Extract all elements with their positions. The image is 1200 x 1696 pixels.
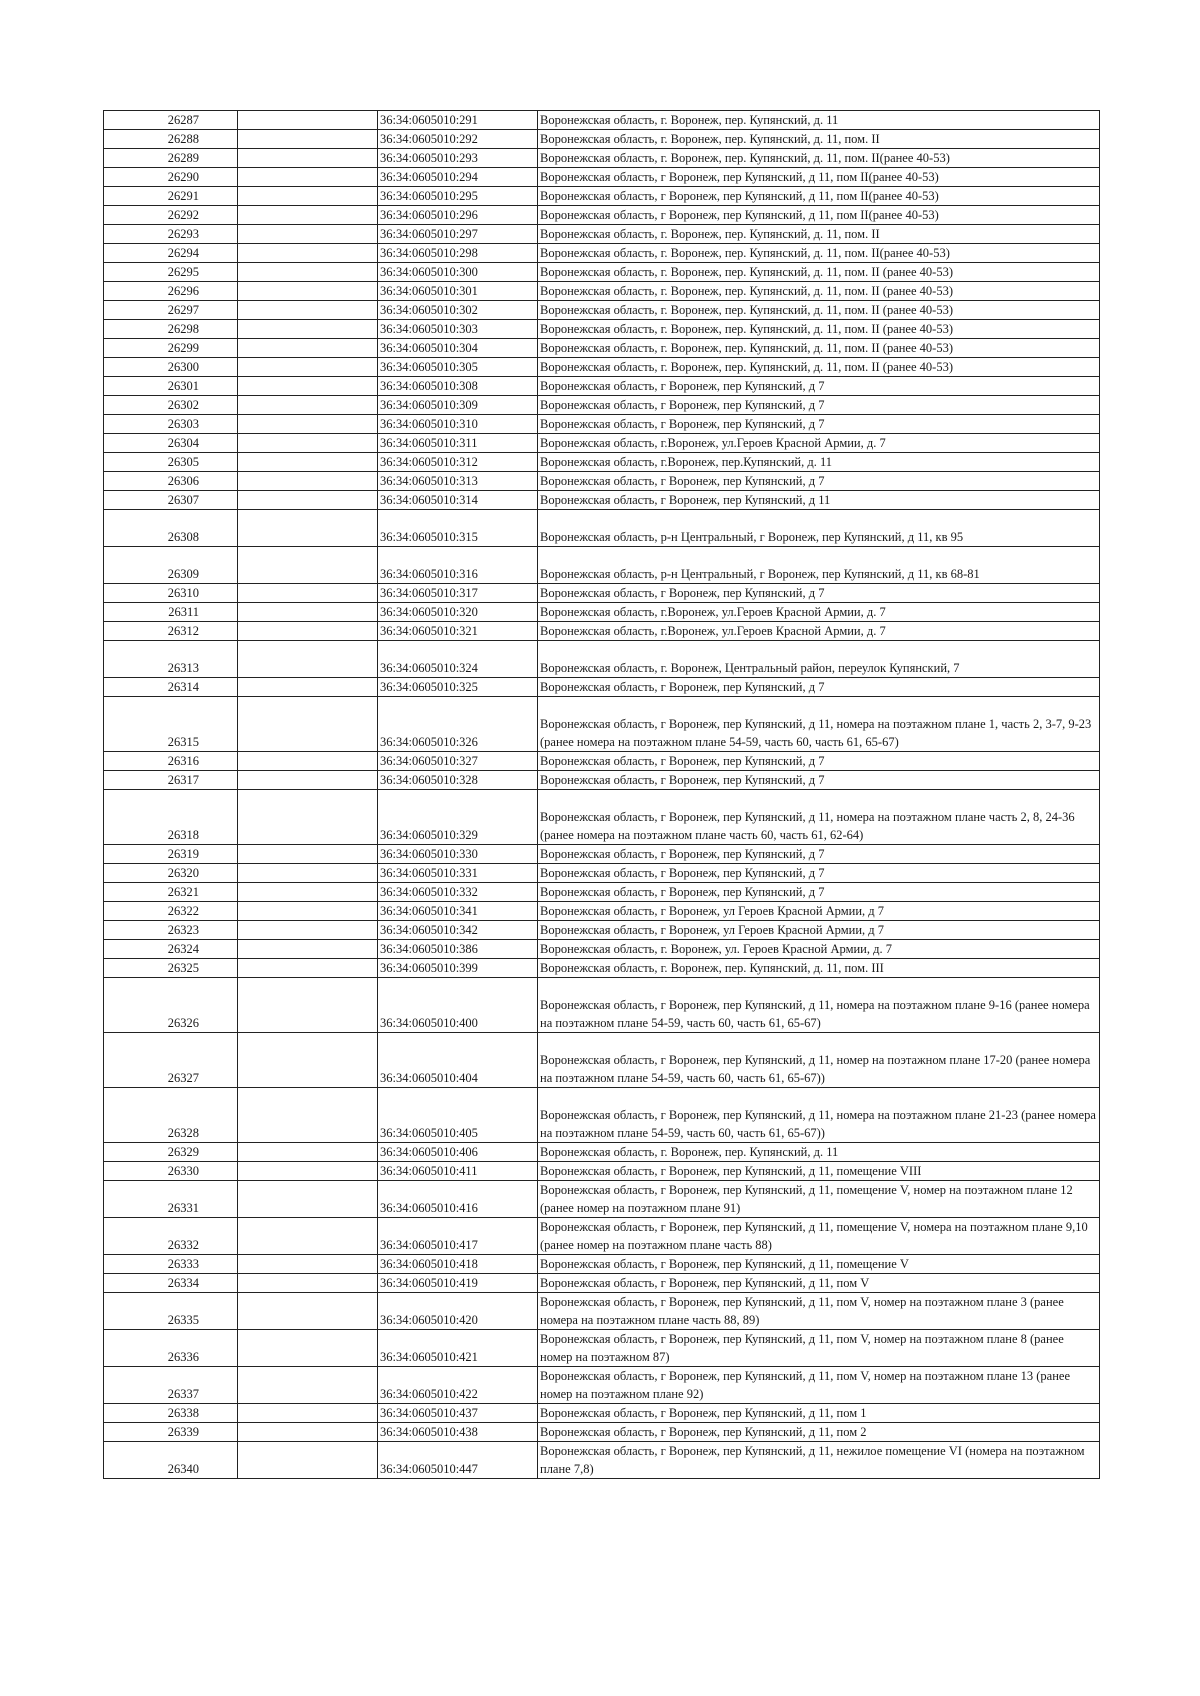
cadastral-number-cell: 36:34:0605010:341 [378, 902, 538, 921]
table-row [104, 1423, 1100, 1442]
row-number-cell: 26290 [104, 168, 238, 187]
empty-cell [238, 547, 378, 584]
empty-cell [238, 1088, 378, 1143]
row-number-cell: 26333 [104, 1255, 238, 1274]
table-row [104, 225, 1100, 244]
row-number-cell: 26306 [104, 472, 238, 491]
row-number-cell: 26320 [104, 864, 238, 883]
table-row [104, 130, 1100, 149]
cadastral-number-cell: 36:34:0605010:291 [378, 111, 538, 130]
address-cell: Воронежская область, г. Воронеж, пер. Купянский, д. 11, пом. II(ранее 40-53) [538, 149, 1100, 168]
cadastral-number-cell: 36:34:0605010:313 [378, 472, 538, 491]
address-cell: Воронежская область, г. Воронеж, пер. Купянский, д. 11 [538, 1143, 1100, 1162]
empty-cell [238, 339, 378, 358]
empty-cell [238, 149, 378, 168]
address-cell: Воронежская область, г Воронеж, пер Купянский, д 11, пом V, номер на поэтажном плане 8 (ранее номер на поэтажном 87) [538, 1330, 1100, 1367]
table-row [104, 453, 1100, 472]
row-number-cell: 26295 [104, 263, 238, 282]
row-number-cell: 26324 [104, 940, 238, 959]
row-number-cell: 26319 [104, 845, 238, 864]
address-cell: Воронежская область, р-н Центральный, г Воронеж, пер Купянский, д 11, кв 68-81 [538, 547, 1100, 584]
table-row [104, 1181, 1100, 1218]
empty-cell [238, 921, 378, 940]
row-number-cell: 26325 [104, 959, 238, 978]
empty-cell [238, 1367, 378, 1404]
cadastral-number-cell: 36:34:0605010:292 [378, 130, 538, 149]
cadastral-number-cell: 36:34:0605010:293 [378, 149, 538, 168]
address-cell: Воронежская область, г. Воронеж, пер. Купянский, д. 11, пом. II [538, 130, 1100, 149]
cadastral-number-cell: 36:34:0605010:406 [378, 1143, 538, 1162]
empty-cell [238, 584, 378, 603]
address-cell: Воронежская область, г Воронеж, пер Купянский, д 11, номера на поэтажном плане 9-16 (ранее номера на поэтажном плане 54-59, часть 60, часть 61, 65-67) [538, 978, 1100, 1033]
address-cell: Воронежская область, г Воронеж, пер Купянский, д 11, помещение V, номер на поэтажном плане 12 (ранее номер на поэтажном плане 91) [538, 1181, 1100, 1218]
cadastral-number-cell: 36:34:0605010:417 [378, 1218, 538, 1255]
empty-cell [238, 415, 378, 434]
empty-cell [238, 678, 378, 697]
empty-cell [238, 434, 378, 453]
address-cell: Воронежская область, г Воронеж, пер Купянский, д 11, номера на поэтажном плане 21-23 (ранее номера на поэтажном плане 54-59, часть 60, часть 61, 65-67)) [538, 1088, 1100, 1143]
table-row [104, 1088, 1100, 1143]
cadastral-number-cell: 36:34:0605010:295 [378, 187, 538, 206]
address-cell: Воронежская область, г. Воронеж, пер. Купянский, д. 11, пом. II (ранее 40-53) [538, 320, 1100, 339]
address-cell: Воронежская область, г Воронеж, пер Купянский, д 11, пом II(ранее 40-53) [538, 168, 1100, 187]
address-cell: Воронежская область, г. Воронеж, пер. Купянский, д. 11, пом. II (ранее 40-53) [538, 358, 1100, 377]
table-row [104, 1162, 1100, 1181]
cadastral-number-cell: 36:34:0605010:317 [378, 584, 538, 603]
table-row [104, 921, 1100, 940]
address-cell: Воронежская область, г Воронеж, ул Героев Красной Армии, д 7 [538, 921, 1100, 940]
empty-cell [238, 206, 378, 225]
table-row [104, 678, 1100, 697]
row-number-cell: 26311 [104, 603, 238, 622]
address-cell: Воронежская область, г Воронеж, пер Купянский, д 7 [538, 864, 1100, 883]
empty-cell [238, 1293, 378, 1330]
table-row [104, 752, 1100, 771]
empty-cell [238, 641, 378, 678]
cadastral-number-cell: 36:34:0605010:304 [378, 339, 538, 358]
address-cell: Воронежская область, г Воронеж, пер Купянский, д 11, пом V, номер на поэтажном плане 13 (ранее номер на поэтажном плане 92) [538, 1367, 1100, 1404]
row-number-cell: 26298 [104, 320, 238, 339]
empty-cell [238, 1442, 378, 1479]
row-number-cell: 26337 [104, 1367, 238, 1404]
cadastral-number-cell: 36:34:0605010:311 [378, 434, 538, 453]
cadastral-number-cell: 36:34:0605010:328 [378, 771, 538, 790]
row-number-cell: 26318 [104, 790, 238, 845]
address-cell: Воронежская область, г. Воронеж, пер. Купянский, д. 11, пом. II (ранее 40-53) [538, 339, 1100, 358]
address-cell: Воронежская область, г Воронеж, пер Купянский, д 11, помещение VIII [538, 1162, 1100, 1181]
address-cell: Воронежская область, г.Воронеж, ул.Героев Красной Армии, д. 7 [538, 622, 1100, 641]
address-cell: Воронежская область, г. Воронеж, пер. Купянский, д. 11, пом. III [538, 959, 1100, 978]
address-cell: Воронежская область, г.Воронеж, пер.Купянский, д. 11 [538, 453, 1100, 472]
cadastral-number-cell: 36:34:0605010:437 [378, 1404, 538, 1423]
row-number-cell: 26322 [104, 902, 238, 921]
cadastral-number-cell: 36:34:0605010:327 [378, 752, 538, 771]
cadastral-table [103, 110, 1100, 1479]
row-number-cell: 26327 [104, 1033, 238, 1088]
empty-cell [238, 790, 378, 845]
table-row [104, 1293, 1100, 1330]
row-number-cell: 26288 [104, 130, 238, 149]
empty-cell [238, 883, 378, 902]
cadastral-number-cell: 36:34:0605010:331 [378, 864, 538, 883]
cadastral-number-cell: 36:34:0605010:296 [378, 206, 538, 225]
row-number-cell: 26301 [104, 377, 238, 396]
empty-cell [238, 491, 378, 510]
address-cell: Воронежская область, г Воронеж, пер Купянский, д 7 [538, 883, 1100, 902]
table-row [104, 263, 1100, 282]
row-number-cell: 26296 [104, 282, 238, 301]
cadastral-number-cell: 36:34:0605010:309 [378, 396, 538, 415]
cadastral-number-cell: 36:34:0605010:324 [378, 641, 538, 678]
row-number-cell: 26328 [104, 1088, 238, 1143]
empty-cell [238, 396, 378, 415]
address-cell: Воронежская область, г Воронеж, пер Купянский, д 11, пом 2 [538, 1423, 1100, 1442]
cadastral-number-cell: 36:34:0605010:300 [378, 263, 538, 282]
cadastral-number-cell: 36:34:0605010:298 [378, 244, 538, 263]
row-number-cell: 26308 [104, 510, 238, 547]
row-number-cell: 26314 [104, 678, 238, 697]
row-number-cell: 26331 [104, 1181, 238, 1218]
cadastral-number-cell: 36:34:0605010:302 [378, 301, 538, 320]
cadastral-number-cell: 36:34:0605010:400 [378, 978, 538, 1033]
row-number-cell: 26312 [104, 622, 238, 641]
table-row [104, 641, 1100, 678]
table-row [104, 491, 1100, 510]
row-number-cell: 26315 [104, 697, 238, 752]
row-number-cell: 26340 [104, 1442, 238, 1479]
row-number-cell: 26326 [104, 978, 238, 1033]
empty-cell [238, 622, 378, 641]
address-cell: Воронежская область, г Воронеж, пер Купянский, д 11, пом II(ранее 40-53) [538, 206, 1100, 225]
empty-cell [238, 1181, 378, 1218]
empty-cell [238, 282, 378, 301]
row-number-cell: 26335 [104, 1293, 238, 1330]
cadastral-number-cell: 36:34:0605010:310 [378, 415, 538, 434]
cadastral-number-cell: 36:34:0605010:301 [378, 282, 538, 301]
row-number-cell: 26339 [104, 1423, 238, 1442]
row-number-cell: 26336 [104, 1330, 238, 1367]
address-cell: Воронежская область, г Воронеж, пер Купянский, д 11, пом II(ранее 40-53) [538, 187, 1100, 206]
address-cell: Воронежская область, г Воронеж, пер Купянский, д 7 [538, 678, 1100, 697]
row-number-cell: 26297 [104, 301, 238, 320]
empty-cell [238, 1274, 378, 1293]
table-row [104, 1367, 1100, 1404]
address-cell: Воронежская область, г Воронеж, пер Купянский, д 7 [538, 584, 1100, 603]
table-row [104, 472, 1100, 491]
table-row [104, 396, 1100, 415]
address-cell: Воронежская область, г. Воронеж, пер. Купянский, д. 11, пом. II [538, 225, 1100, 244]
table-row [104, 940, 1100, 959]
address-cell: Воронежская область, г Воронеж, пер Купянский, д 11, помещение V, номера на поэтажном плане 9,10 (ранее номер на поэтажном плане часть 88) [538, 1218, 1100, 1255]
address-cell: Воронежская область, г Воронеж, пер Купянский, д 7 [538, 472, 1100, 491]
table-row [104, 603, 1100, 622]
row-number-cell: 26304 [104, 434, 238, 453]
table-row [104, 434, 1100, 453]
row-number-cell: 26292 [104, 206, 238, 225]
table-row [104, 902, 1100, 921]
table-row [104, 149, 1100, 168]
table-row [104, 244, 1100, 263]
empty-cell [238, 1330, 378, 1367]
address-cell: Воронежская область, г Воронеж, пер Купянский, д 11, пом 1 [538, 1404, 1100, 1423]
table-row [104, 959, 1100, 978]
row-number-cell: 26323 [104, 921, 238, 940]
row-number-cell: 26287 [104, 111, 238, 130]
address-cell: Воронежская область, г Воронеж, пер Купянский, д 7 [538, 377, 1100, 396]
cadastral-number-cell: 36:34:0605010:386 [378, 940, 538, 959]
address-cell: Воронежская область, г. Воронеж, Центральный район, переулок Купянский, 7 [538, 641, 1100, 678]
cadastral-number-cell: 36:34:0605010:342 [378, 921, 538, 940]
empty-cell [238, 263, 378, 282]
empty-cell [238, 301, 378, 320]
address-cell: Воронежская область, г.Воронеж, ул.Героев Красной Армии, д. 7 [538, 603, 1100, 622]
address-cell: Воронежская область, г Воронеж, ул Героев Красной Армии, д 7 [538, 902, 1100, 921]
cadastral-number-cell: 36:34:0605010:416 [378, 1181, 538, 1218]
cadastral-number-cell: 36:34:0605010:421 [378, 1330, 538, 1367]
table-row [104, 1330, 1100, 1367]
cadastral-number-cell: 36:34:0605010:303 [378, 320, 538, 339]
table-row [104, 584, 1100, 603]
address-cell: Воронежская область, г Воронеж, пер Купянский, д 11, нежилое помещение VI (номера на поэтажном плане 7,8) [538, 1442, 1100, 1479]
cadastral-table-body [104, 111, 1100, 1479]
table-row [104, 282, 1100, 301]
table-row [104, 187, 1100, 206]
address-cell: Воронежская область, г Воронеж, пер Купянский, д 11, пом V [538, 1274, 1100, 1293]
empty-cell [238, 1143, 378, 1162]
table-row [104, 339, 1100, 358]
cadastral-number-cell: 36:34:0605010:422 [378, 1367, 538, 1404]
row-number-cell: 26321 [104, 883, 238, 902]
table-row [104, 1274, 1100, 1293]
table-row [104, 1255, 1100, 1274]
table-row [104, 510, 1100, 547]
empty-cell [238, 1404, 378, 1423]
address-cell: Воронежская область, г. Воронеж, пер. Купянский, д. 11 [538, 111, 1100, 130]
address-cell: Воронежская область, г. Воронеж, пер. Купянский, д. 11, пом. II (ранее 40-53) [538, 282, 1100, 301]
empty-cell [238, 752, 378, 771]
table-row [104, 883, 1100, 902]
address-cell: Воронежская область, г Воронеж, пер Купянский, д 7 [538, 396, 1100, 415]
row-number-cell: 26309 [104, 547, 238, 584]
empty-cell [238, 453, 378, 472]
empty-cell [238, 377, 378, 396]
row-number-cell: 26313 [104, 641, 238, 678]
cadastral-number-cell: 36:34:0605010:314 [378, 491, 538, 510]
address-cell: Воронежская область, г Воронеж, пер Купянский, д 11, пом V, номер на поэтажном плане 3 (ранее номера на поэтажном плане часть 88, 89) [538, 1293, 1100, 1330]
cadastral-number-cell: 36:34:0605010:404 [378, 1033, 538, 1088]
address-cell: Воронежская область, г Воронеж, пер Купянский, д 7 [538, 845, 1100, 864]
row-number-cell: 26305 [104, 453, 238, 472]
table-row [104, 377, 1100, 396]
table-row [104, 1404, 1100, 1423]
row-number-cell: 26316 [104, 752, 238, 771]
row-number-cell: 26293 [104, 225, 238, 244]
empty-cell [238, 187, 378, 206]
empty-cell [238, 864, 378, 883]
empty-cell [238, 959, 378, 978]
row-number-cell: 26310 [104, 584, 238, 603]
address-cell: Воронежская область, г Воронеж, пер Купянский, д 7 [538, 771, 1100, 790]
empty-cell [238, 940, 378, 959]
table-row [104, 358, 1100, 377]
empty-cell [238, 225, 378, 244]
table-row [104, 978, 1100, 1033]
row-number-cell: 26334 [104, 1274, 238, 1293]
cadastral-number-cell: 36:34:0605010:420 [378, 1293, 538, 1330]
address-cell: Воронежская область, р-н Центральный, г Воронеж, пер Купянский, д 11, кв 95 [538, 510, 1100, 547]
row-number-cell: 26317 [104, 771, 238, 790]
table-row [104, 1442, 1100, 1479]
row-number-cell: 26307 [104, 491, 238, 510]
empty-cell [238, 978, 378, 1033]
cadastral-number-cell: 36:34:0605010:312 [378, 453, 538, 472]
row-number-cell: 26330 [104, 1162, 238, 1181]
row-number-cell: 26300 [104, 358, 238, 377]
cadastral-number-cell: 36:34:0605010:419 [378, 1274, 538, 1293]
row-number-cell: 26294 [104, 244, 238, 263]
empty-cell [238, 1218, 378, 1255]
address-cell: Воронежская область, г.Воронеж, ул.Героев Красной Армии, д. 7 [538, 434, 1100, 453]
cadastral-number-cell: 36:34:0605010:405 [378, 1088, 538, 1143]
table-row [104, 1143, 1100, 1162]
row-number-cell: 26332 [104, 1218, 238, 1255]
table-row [104, 206, 1100, 225]
address-cell: Воронежская область, г. Воронеж, пер. Купянский, д. 11, пом. II (ранее 40-53) [538, 301, 1100, 320]
address-cell: Воронежская область, г Воронеж, пер Купянский, д 11, помещение V [538, 1255, 1100, 1274]
empty-cell [238, 845, 378, 864]
row-number-cell: 26299 [104, 339, 238, 358]
table-row [104, 1033, 1100, 1088]
address-cell: Воронежская область, г Воронеж, пер Купянский, д 11, номера на поэтажном плане часть 2, 8, 24-36 (ранее номера на поэтажном плане часть 60, часть 61, 62-64) [538, 790, 1100, 845]
address-cell: Воронежская область, г Воронеж, пер Купянский, д 11, номер на поэтажном плане 17-20 (ранее номера на поэтажном плане 54-59, часть 60, часть 61, 65-67)) [538, 1033, 1100, 1088]
table-row [104, 771, 1100, 790]
table-row [104, 111, 1100, 130]
table-row [104, 622, 1100, 641]
empty-cell [238, 130, 378, 149]
table-row [104, 301, 1100, 320]
table-row [104, 790, 1100, 845]
cadastral-number-cell: 36:34:0605010:330 [378, 845, 538, 864]
cadastral-number-cell: 36:34:0605010:411 [378, 1162, 538, 1181]
empty-cell [238, 1255, 378, 1274]
empty-cell [238, 244, 378, 263]
cadastral-number-cell: 36:34:0605010:325 [378, 678, 538, 697]
row-number-cell: 26302 [104, 396, 238, 415]
table-row [104, 697, 1100, 752]
cadastral-number-cell: 36:34:0605010:329 [378, 790, 538, 845]
cadastral-number-cell: 36:34:0605010:321 [378, 622, 538, 641]
cadastral-number-cell: 36:34:0605010:315 [378, 510, 538, 547]
empty-cell [238, 510, 378, 547]
cadastral-number-cell: 36:34:0605010:326 [378, 697, 538, 752]
empty-cell [238, 472, 378, 491]
cadastral-number-cell: 36:34:0605010:320 [378, 603, 538, 622]
address-cell: Воронежская область, г Воронеж, пер Купянский, д 7 [538, 752, 1100, 771]
address-cell: Воронежская область, г Воронеж, пер Купянский, д 11 [538, 491, 1100, 510]
empty-cell [238, 111, 378, 130]
cadastral-number-cell: 36:34:0605010:447 [378, 1442, 538, 1479]
cadastral-number-cell: 36:34:0605010:305 [378, 358, 538, 377]
address-cell: Воронежская область, г Воронеж, пер Купянский, д 11, номера на поэтажном плане 1, часть 2, 3-7, 9-23 (ранее номера на поэтажном плане 54-59, часть 60, часть 61, 65-67) [538, 697, 1100, 752]
empty-cell [238, 771, 378, 790]
row-number-cell: 26338 [104, 1404, 238, 1423]
row-number-cell: 26303 [104, 415, 238, 434]
cadastral-number-cell: 36:34:0605010:308 [378, 377, 538, 396]
cadastral-number-cell: 36:34:0605010:399 [378, 959, 538, 978]
table-row [104, 1218, 1100, 1255]
address-cell: Воронежская область, г. Воронеж, пер. Купянский, д. 11, пом. II(ранее 40-53) [538, 244, 1100, 263]
cadastral-number-cell: 36:34:0605010:297 [378, 225, 538, 244]
cadastral-number-cell: 36:34:0605010:438 [378, 1423, 538, 1442]
row-number-cell: 26291 [104, 187, 238, 206]
empty-cell [238, 603, 378, 622]
empty-cell [238, 1033, 378, 1088]
row-number-cell: 26329 [104, 1143, 238, 1162]
empty-cell [238, 168, 378, 187]
cadastral-number-cell: 36:34:0605010:316 [378, 547, 538, 584]
cadastral-number-cell: 36:34:0605010:332 [378, 883, 538, 902]
empty-cell [238, 358, 378, 377]
address-cell: Воронежская область, г. Воронеж, ул. Героев Красной Армии, д. 7 [538, 940, 1100, 959]
empty-cell [238, 1423, 378, 1442]
empty-cell [238, 902, 378, 921]
address-cell: Воронежская область, г Воронеж, пер Купянский, д 7 [538, 415, 1100, 434]
cadastral-number-cell: 36:34:0605010:294 [378, 168, 538, 187]
empty-cell [238, 320, 378, 339]
table-row [104, 864, 1100, 883]
table-row [104, 168, 1100, 187]
table-row [104, 845, 1100, 864]
table-row [104, 320, 1100, 339]
address-cell: Воронежская область, г. Воронеж, пер. Купянский, д. 11, пом. II (ранее 40-53) [538, 263, 1100, 282]
table-row [104, 547, 1100, 584]
table-row [104, 415, 1100, 434]
row-number-cell: 26289 [104, 149, 238, 168]
empty-cell [238, 697, 378, 752]
cadastral-number-cell: 36:34:0605010:418 [378, 1255, 538, 1274]
empty-cell [238, 1162, 378, 1181]
